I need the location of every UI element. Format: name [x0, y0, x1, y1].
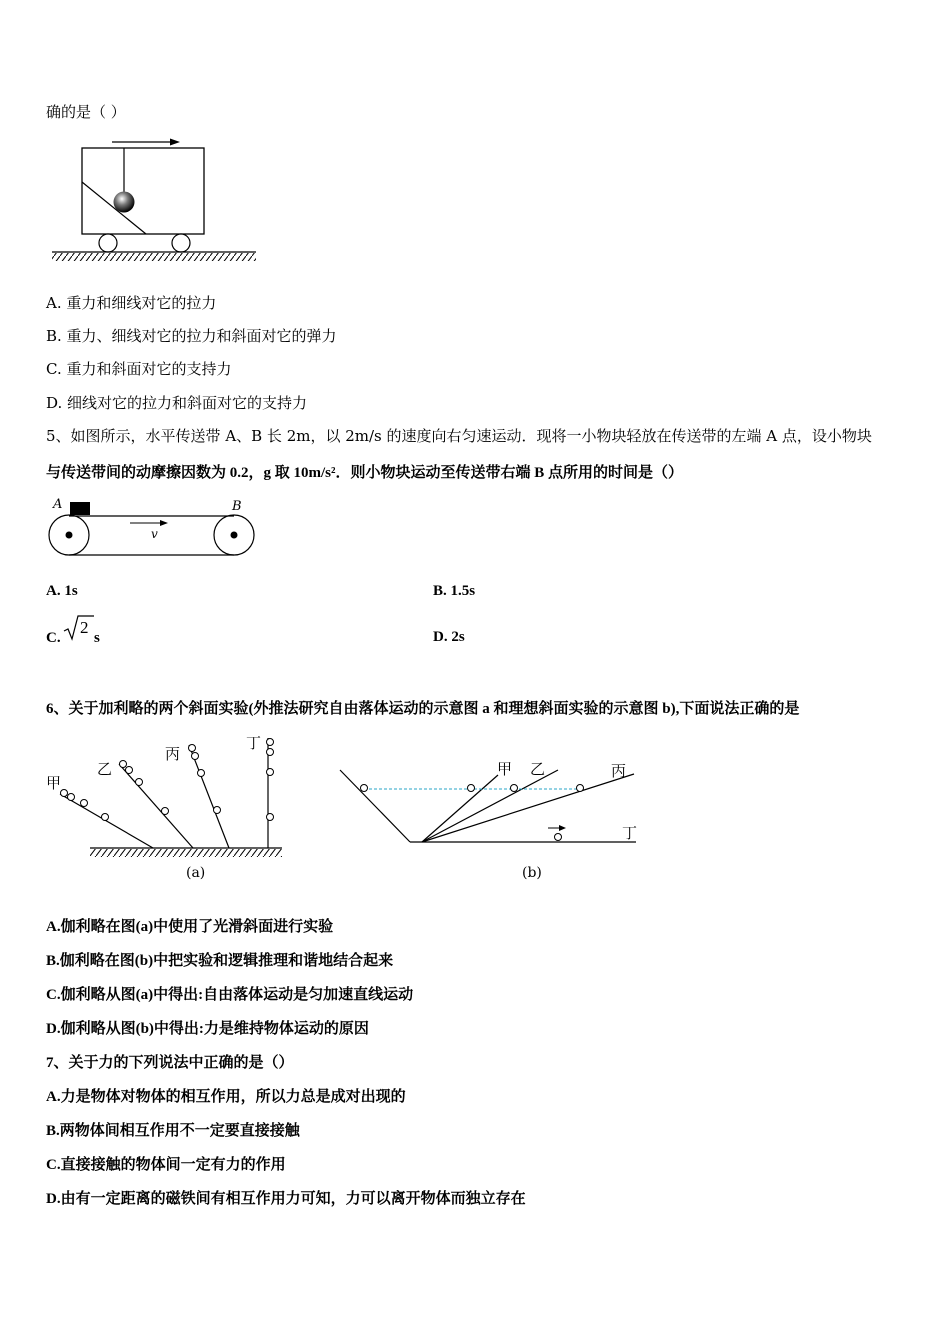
q4-option-a: A. 重力和细线对它的拉力 [46, 294, 217, 312]
q7-option-a: A.力是物体对物体的相互作用，所以力总是成对出现的 [46, 1089, 406, 1105]
q5-option-c-unit: s [94, 630, 100, 646]
label-jia: 甲 [46, 774, 62, 792]
q4-option-b: B. 重力、细线对它的拉力和斜面对它的弹力 [46, 327, 337, 345]
q5-option-d: D. 2s [433, 629, 465, 645]
q5-stem-line1: 5、如图所示，水平传送带 A、B 长 2m，以 2m/s 的速度向右匀速运动．现将一小物块轻放在传送带的左端 A 点，设小物块 [46, 427, 872, 445]
label-jia: 甲 [497, 760, 513, 778]
q6-option-b: B.伽利略在图(b)中把实验和逻辑推理和谐地结合起来 [46, 953, 394, 969]
q5-option-c-prefix: C. [46, 630, 61, 646]
q7-option-d: D.由有一定距离的磁铁间有相互作用力可知，力可以离开物体而独立存在 [46, 1191, 526, 1207]
label-v: v [151, 527, 158, 541]
q4-option-c: C. 重力和斜面对它的支持力 [46, 360, 232, 378]
incline-yi [422, 770, 558, 842]
q4-stem-tail: 确的是（ ） [46, 103, 126, 121]
q7-option-c: C.直接接触的物体间一定有力的作用 [46, 1157, 286, 1173]
left-incline [340, 770, 410, 842]
q5-option-b: B. 1.5s [433, 583, 476, 599]
label-ding: 丁 [246, 734, 262, 752]
q7-stem: 7、关于力的下列说法中正确的是（） [46, 1055, 294, 1071]
label-bing: 丙 [611, 762, 627, 780]
q7-option-b: B.两物体间相互作用不一定要直接接触 [46, 1123, 300, 1139]
label-a: A [53, 497, 63, 512]
incline-jia [422, 775, 498, 842]
label-bing: 丙 [165, 745, 181, 763]
caption-a: (a) [186, 865, 206, 881]
q6-option-d: D.伽利略从图(b)中得出:力是维持物体运动的原因 [46, 1021, 369, 1037]
q6-stem: 6、关于加利略的两个斜面实验(外推法研究自由落体运动的示意图 a 和理想斜面实验的示意图 b),下面说法正确的是 [46, 701, 800, 717]
label-b: B [232, 499, 242, 514]
label-yi: 乙 [97, 760, 113, 778]
q6-option-a: A.伽利略在图(a)中使用了光滑斜面进行实验 [46, 919, 334, 935]
balls-b [361, 785, 584, 841]
q6-option-c: C.伽利略从图(a)中得出:自由落体运动是匀加速直线运动 [46, 987, 414, 1003]
ball-velocity-arrow [548, 825, 566, 831]
q4-option-d: D. 细线对它的拉力和斜面对它的支持力 [46, 394, 308, 412]
label-ding: 丁 [622, 824, 638, 842]
label-yi: 乙 [530, 760, 546, 778]
q5-option-c-radicand: 2 [80, 618, 89, 637]
q5-option-a: A. 1s [46, 583, 78, 599]
caption-b: (b) [522, 865, 542, 881]
q5-stem-line2: 与传送带间的动摩擦因数为 0.2，g 取 10m/s²．则小物块运动至传送带右端 B 点所用的时间是（） [46, 465, 684, 481]
incline-bing [422, 774, 634, 842]
